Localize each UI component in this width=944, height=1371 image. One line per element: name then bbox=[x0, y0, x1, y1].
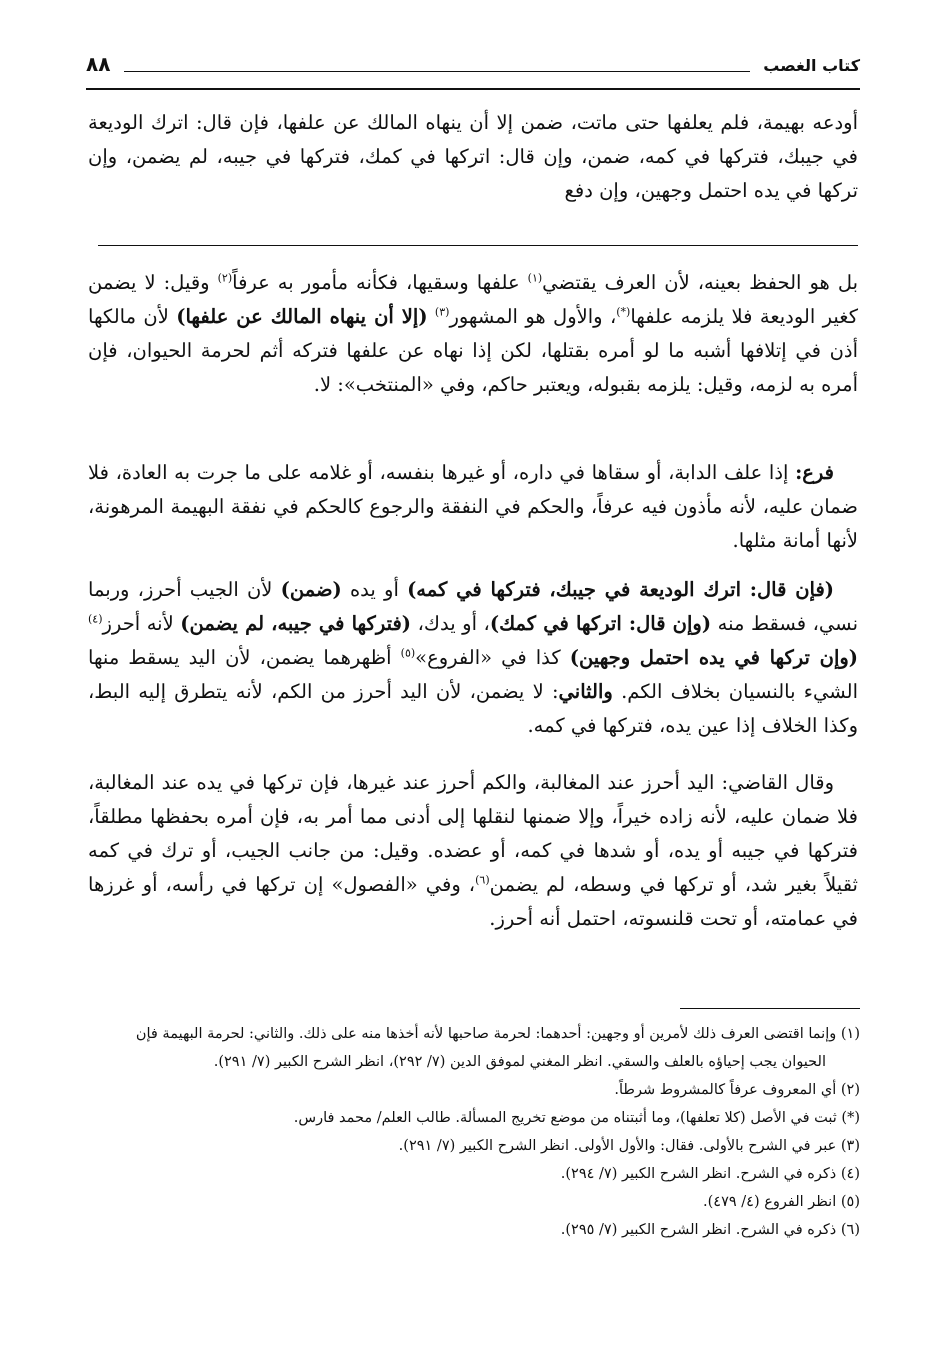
footnote-number: (٢) bbox=[836, 1082, 860, 1098]
footnote-separator bbox=[680, 1008, 860, 1009]
footnote-text: عبر في الشرح بالأولى. فقال: والأول الأولى. انظر الشرح الكبير (٧/ ٢٩١). bbox=[398, 1138, 837, 1154]
footnote-ref: (١) bbox=[527, 271, 543, 285]
text-run: أو يده bbox=[341, 578, 408, 601]
footnote bbox=[96, 1076, 860, 1104]
footnote-number: (٦) bbox=[836, 1222, 860, 1238]
main-text bbox=[88, 106, 858, 208]
text-run: كذا في «الفروع» bbox=[415, 646, 570, 669]
text-run: : لا يضمن، لأن اليد أحرز من الكم، لأنه يتطرق إليه البط، وكذا الخلاف إذا عين يده، فتركها في كمه. bbox=[88, 680, 858, 737]
text-run: علفها وسقيها، فكأنه مأمور به عرفاً bbox=[232, 271, 528, 294]
text-run: بل هو الحفظ بعينه، لأن العرف يقتضي bbox=[542, 271, 859, 294]
text-run bbox=[428, 305, 435, 328]
text-run: إذا علف الدابة، أو سقاها في داره، أو غيرها بنفسه، أو غلامه على ما جرت به العادة، فلا ضمان عليه، لأنه مأذون فيه عرفاً، والحكم في النفقة والرجوع كالحكم في نفقة البهيمة المرهونة، لأنها أمانة مثلها. bbox=[88, 461, 858, 552]
footnote-ref: (٤) bbox=[88, 612, 103, 626]
footnote-ref: (٥) bbox=[400, 646, 416, 660]
footnote-text: أي المعروف عرفاً كالمشروط شرطاً. bbox=[614, 1082, 837, 1098]
footnote-number: (٥) bbox=[836, 1194, 860, 1210]
text-run: أظهرهما يضمن، لأن اليد يسقط منها الشيء بالنسيان بخلاف الكم. bbox=[88, 646, 858, 703]
footnote-ref: (٦) bbox=[475, 873, 490, 887]
footnote-ref: (٣) bbox=[434, 305, 450, 319]
text-run: وقال القاضي: اليد أحرز عند المغالبة، والكم أحرز عند غيرها، فإن تركها في يده عند المغالبة، فلا ضمان عليه، لأنه زاده خيراً، وإلا ضمنها لنقلها إلى أدنى مما أمر به، فإن أمره بحفظها مطلقاً، فتركها في جيبه أو يده، أو شدها في كمه، أو عضده. وقيل: من جانب الجيب، أو ترك في كمه ثقيلاً بغير شد، أو تركها في وسطه، لم يضمن bbox=[88, 771, 858, 896]
footnote-text: ذكره في الشرح. انظر الشرح الكبير (٧/ ٢٩٥). bbox=[560, 1222, 837, 1238]
bold-text: (إلا أن ينهاه المالك عن علفها) bbox=[176, 305, 428, 328]
header-line bbox=[124, 71, 750, 72]
page-number: ٨٨ bbox=[86, 52, 111, 76]
commentary-paragraph bbox=[88, 766, 858, 936]
bold-text: فرع: bbox=[795, 461, 834, 484]
chapter-title: كتاب الغصب bbox=[763, 56, 860, 75]
footnote bbox=[96, 1188, 860, 1216]
footnote-number: (٤) bbox=[836, 1166, 860, 1182]
footnote-text: وإنما اقتضى العرف ذلك لأمرين أو وجهين: أحدهما: لحرمة صاحبها لأنه أخذها منه على ذلك. والثاني: لحرمة البهيمة فإن الحيوان يجب إحياؤه بالعلف والسقي. انظر المغني لموفق الدين (٧/ ٢٩٢)، انظر الشرح الكبير (٧/ ٢٩١). bbox=[135, 1026, 837, 1070]
text-separator bbox=[98, 245, 858, 246]
footnote bbox=[96, 1216, 860, 1244]
running-header bbox=[86, 52, 860, 82]
text-run: لأن مالكها أذن في إتلافها أشبه ما لو أمره بقتلها، لكن إذا نهاه عن علفها فتركه أثم لحرمة الحيوان، فإن أمره به لزمه، وقيل: يلزمه بقبوله، ويعتبر حاكم، وفي «المنتخب»: لا. bbox=[88, 305, 858, 396]
footnote bbox=[96, 1104, 860, 1132]
bold-text: (وإن تركها في يده احتمل وجهين) bbox=[569, 646, 858, 669]
footnote bbox=[96, 1132, 860, 1160]
text-run: لأنه أحرز bbox=[102, 612, 181, 635]
text-run: لأن الجيب أحرز، وربما نسي، فسقط منه bbox=[88, 578, 858, 635]
footnote-ref: (٢) bbox=[217, 271, 233, 285]
text-run: ، وفي «الفصول» إن تركها في رأسه، أو غرزها في عمامته، أو تحت قلنسوته، احتمل أنه أحرز. bbox=[88, 873, 858, 930]
text-run: ، أو يدك، bbox=[411, 612, 490, 635]
footnote-text: انظر الفروع (٤/ ٤٧٩). bbox=[703, 1194, 837, 1210]
commentary-paragraph bbox=[88, 456, 858, 558]
bold-text: (فإن قال: اترك الوديعة في جيبك، فتركها في كمه) bbox=[407, 578, 835, 601]
bold-text: (فتركها في جيبه، لم يضمن) bbox=[180, 612, 412, 635]
footnote-number: (*) bbox=[836, 1110, 860, 1126]
footnote-number: (١) bbox=[836, 1026, 860, 1042]
bold-text: والثاني bbox=[558, 680, 613, 703]
text-run: وقيل: لا يضمن كغير الوديعة فلا يلزمه علفها bbox=[88, 271, 858, 328]
bold-text: (وإن قال: اتركها في كمك) bbox=[489, 612, 712, 635]
bold-text: (ضمن) bbox=[280, 578, 342, 601]
commentary-paragraph bbox=[88, 266, 858, 402]
footnote-text: ذكره في الشرح. انظر الشرح الكبير (٧/ ٢٩٤). bbox=[560, 1166, 837, 1182]
footnotes bbox=[96, 1020, 860, 1244]
footnote bbox=[96, 1160, 860, 1188]
footnote-ref: (*) bbox=[616, 305, 631, 319]
footnote bbox=[96, 1020, 860, 1076]
header-rule bbox=[86, 88, 860, 90]
commentary-paragraph bbox=[88, 573, 858, 743]
text-run: ، والأول هو المشهور bbox=[449, 305, 617, 328]
text-run: أودعه بهيمة، فلم يعلفها حتى ماتت، ضمن إلا أن ينهاه المالك عن علفها، فإن قال: اترك الوديعة في جيبك، فتركها في كمه، ضمن، وإن قال: اتركها في كمك، فتركها في جيبه، لم يضمن، وإن تركها في يده احتمل وجهين، وإن دفع bbox=[88, 111, 858, 202]
footnote-text: ثبت في الأصل (كلا تعلفها)، وما أثبتناه من موضع تخريج المسألة. طالب العلم/ محمد فارس. bbox=[293, 1110, 837, 1126]
footnote-number: (٣) bbox=[836, 1138, 860, 1154]
